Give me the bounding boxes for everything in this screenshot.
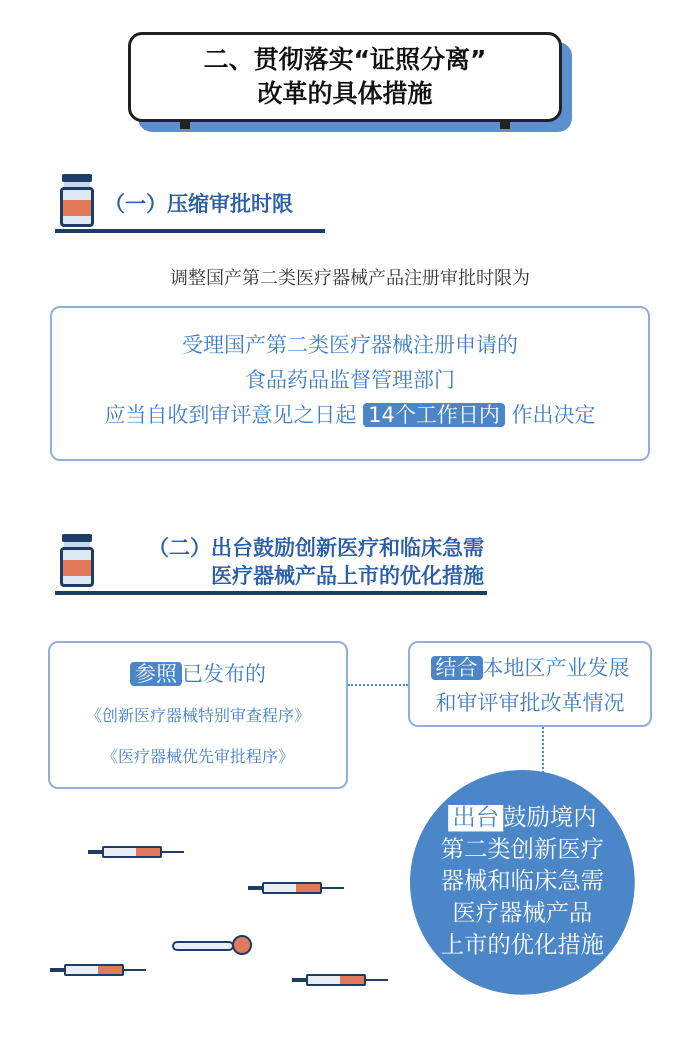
section1-info-box bbox=[50, 306, 650, 461]
circle-line1-rest: 鼓励境内 bbox=[503, 804, 597, 832]
circle-line1 bbox=[448, 803, 596, 835]
combine-box-line1 bbox=[410, 651, 650, 686]
section1-box-line3-pre: 应当自收到审评意见之日起 bbox=[104, 403, 357, 427]
section1-box-line1: 受理国产第二类医疗器械注册申请的 bbox=[182, 333, 518, 357]
connector-dotted-line bbox=[348, 684, 408, 686]
combine-line1-rest: 本地区产业发展 bbox=[482, 656, 630, 680]
title-banner bbox=[128, 32, 562, 122]
banner-tab-right bbox=[500, 119, 510, 129]
medicine-bottle-icon bbox=[60, 174, 94, 227]
section2-heading-line2: 医疗器械产品上市的优化措施 bbox=[211, 564, 484, 588]
syringe-icon bbox=[248, 882, 344, 894]
combine-highlight: 结合 bbox=[431, 656, 483, 680]
title-line-2: 改革的具体措施 bbox=[257, 79, 433, 108]
section1-heading: （一）压缩审批时限 bbox=[104, 192, 293, 216]
syringe-icon bbox=[88, 846, 184, 858]
circle-line5: 上市的优化措施 bbox=[440, 932, 604, 959]
thermometer-icon bbox=[172, 935, 252, 957]
section1-box-line3-post: 作出决定 bbox=[511, 403, 596, 427]
section1-underline bbox=[55, 229, 325, 233]
section1-intro: 调整国产第二类医疗器械产品注册审批时限为 bbox=[170, 268, 530, 289]
syringe-icon bbox=[292, 974, 388, 986]
medicine-bottle-icon bbox=[60, 534, 94, 587]
reference-item-1: 《创新医疗器械特别审查程序》 bbox=[85, 706, 310, 725]
reference-item-2: 《医疗器械优先审批程序》 bbox=[101, 747, 294, 766]
circle-line2: 第二类创新医疗 bbox=[440, 836, 604, 864]
section1-box-line2: 食品药品监督管理部门 bbox=[245, 368, 455, 392]
combine-box bbox=[408, 641, 652, 727]
title-line-1: 二、贯彻落实“证照分离” bbox=[203, 45, 487, 74]
reference-box bbox=[48, 641, 348, 789]
circle-line4: 医疗器械产品 bbox=[452, 900, 593, 927]
section1-box-highlight: 14个工作日内 bbox=[363, 403, 505, 427]
reference-box-line1 bbox=[50, 657, 346, 692]
section1-box-line3 bbox=[52, 398, 648, 433]
banner-tab-left bbox=[180, 119, 190, 129]
combine-box-line2: 和审评审批改革情况 bbox=[435, 691, 625, 715]
section2-underline bbox=[55, 591, 487, 595]
reference-text: 已发布的 bbox=[182, 662, 266, 686]
section2-heading-line1: （二）出台鼓励创新医疗和临床急需 bbox=[148, 536, 484, 560]
section2-heading bbox=[104, 534, 484, 590]
circle-highlight: 出台 bbox=[448, 805, 503, 832]
circle-line3: 器械和临床急需 bbox=[440, 868, 604, 896]
measures-circle bbox=[410, 770, 635, 995]
reference-highlight: 参照 bbox=[130, 662, 182, 686]
syringe-icon bbox=[50, 964, 146, 976]
